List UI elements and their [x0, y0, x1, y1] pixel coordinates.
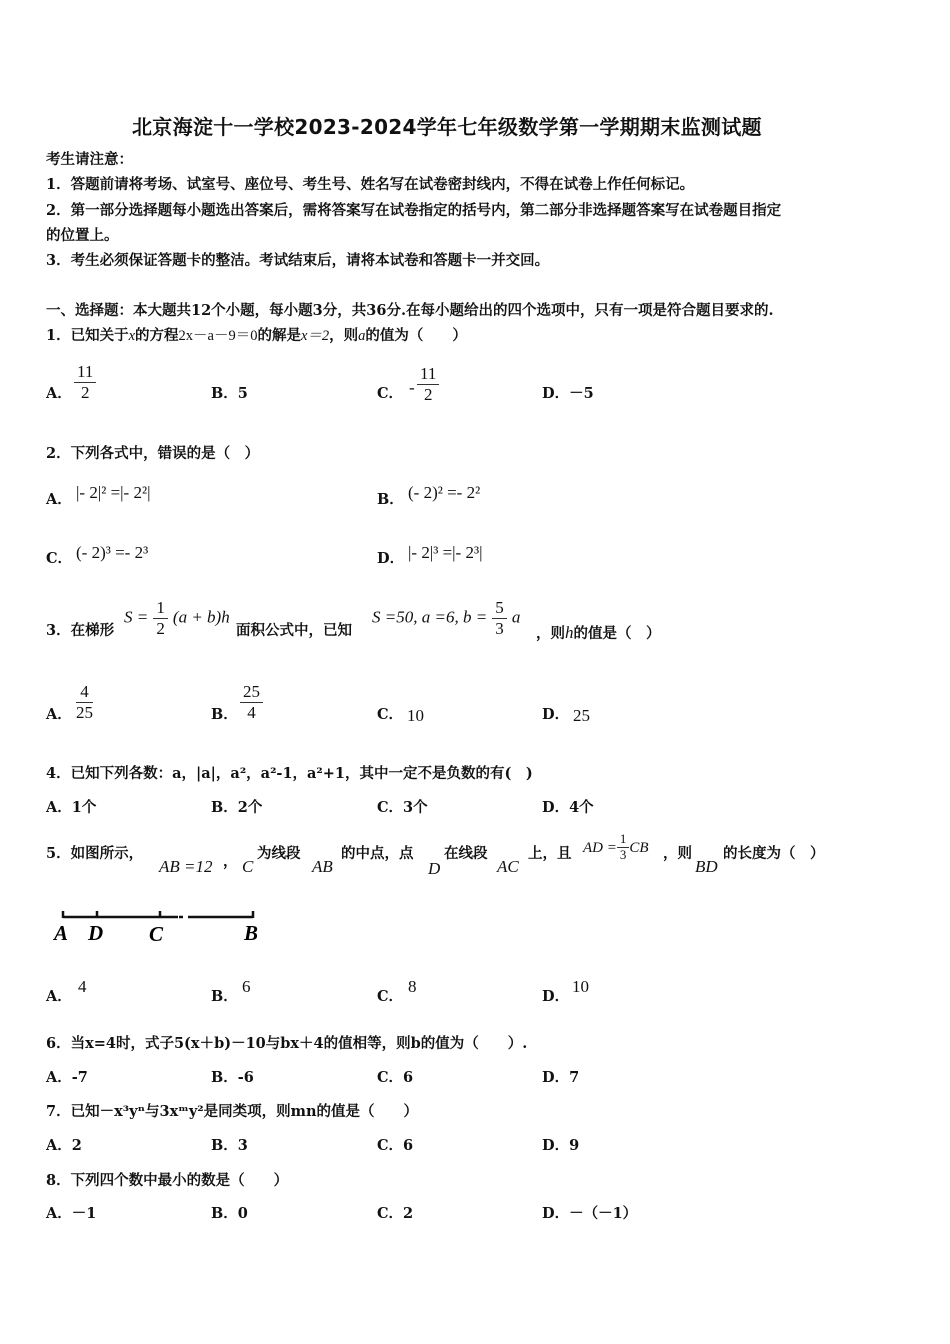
q5-stem-3: 的中点，点 — [341, 845, 414, 862]
q8-option-b[interactable]: B．0 — [211, 1205, 248, 1222]
q5-d-value: 10 — [572, 977, 589, 996]
q8-option-c[interactable]: C．2 — [377, 1205, 414, 1222]
q5-stem-6: ，则 — [663, 845, 692, 862]
q2-d-expr: |- 2|³ =|- 2³| — [408, 543, 483, 562]
q3-option-d[interactable]: D． — [542, 706, 570, 723]
q3-b-fraction: $\frac{25}{4}$ — [240, 682, 263, 722]
q5-segment-figure — [50, 905, 270, 945]
q2-stem: 2．下列各式中，错误的是（ ） — [46, 445, 260, 462]
q4-option-a[interactable]: A．1个 — [46, 799, 97, 816]
q3-a-fraction: $\frac{4}{25}$ — [76, 682, 93, 722]
q1-a-fraction: $\frac{11}{2}$ — [74, 362, 96, 402]
q1-option-a[interactable]: A． — [46, 385, 72, 402]
q3-formula: S = $\frac{1}{2}$ (a + b)h — [124, 598, 230, 638]
q5-ab-length: AB =12 — [159, 857, 213, 876]
q3-option-c[interactable]: C． — [377, 706, 404, 723]
q7-option-d[interactable]: D．9 — [542, 1137, 580, 1154]
q5-stem-7: 的长度为（ ） — [723, 845, 825, 862]
q5-option-a[interactable]: A． — [46, 988, 72, 1005]
q6-option-a[interactable]: A．-7 — [46, 1069, 88, 1086]
q5-ratio-fraction: $\frac{1}{3}$ — [617, 832, 630, 863]
q6-option-b[interactable]: B．-6 — [211, 1069, 254, 1086]
q8-stem: 8．下列四个数中最小的数是（ ） — [46, 1172, 289, 1189]
q3-stem-mid: 面积公式中，已知 — [236, 622, 352, 639]
q5-stem-1: 5．如图所示， — [46, 845, 144, 862]
point-d-label: D — [88, 921, 104, 945]
q3-stem-end: ，则h的值是（ ） — [536, 623, 661, 642]
q1-c-fraction: $\frac{11}{2}$ — [417, 364, 439, 404]
q5-a-value: 4 — [78, 977, 87, 996]
section-heading: 一、选择题：本大题共12个小题，每小题3分，共36分.在每小题给出的四个选项中，只有一项是符合题目要求的. — [46, 302, 774, 319]
q3-d-value: 25 — [573, 706, 590, 725]
q2-a-expr: |- 2|² =|- 2²| — [76, 483, 151, 502]
q7-option-b[interactable]: B．3 — [211, 1137, 248, 1154]
q3-c-value: 10 — [407, 706, 424, 725]
q6-option-d[interactable]: D．7 — [542, 1069, 580, 1086]
q3-option-a[interactable]: A． — [46, 706, 72, 723]
point-a-label: A — [54, 921, 69, 945]
q2-option-a[interactable]: A． — [46, 491, 72, 508]
q4-option-c[interactable]: C．3个 — [377, 799, 428, 816]
notice-item-3: 3．考生必须保证答题卡的整洁。考试结束后，请将本试卷和答题卡一并交回。 — [46, 252, 550, 269]
q1-option-c[interactable]: C． — [377, 385, 404, 402]
q2-option-c[interactable]: C． — [46, 550, 73, 567]
q2-b-expr: (- 2)² =- 2² — [408, 483, 481, 502]
q2-option-b[interactable]: B． — [377, 491, 404, 508]
q1-option-d[interactable]: D．－5 — [542, 385, 594, 402]
q5-ratio: AD = $\frac{1}{3}$ CB — [583, 831, 649, 862]
q4-stem: 4．已知下列各数：a，|a|，a²，a²-1，a²+1，其中一定不是负数的有( ) — [46, 765, 533, 782]
q2-c-expr: (- 2)³ =- 2³ — [76, 543, 149, 562]
q3-formula-fraction: $\frac{1}{2}$ — [153, 598, 168, 638]
q5-ac-segment: AC — [497, 857, 519, 876]
q8-option-d[interactable]: D．－（－1） — [542, 1205, 638, 1222]
q7-stem: 7．已知－x³yⁿ与3xᵐy²是同类项，则mn的值是（ ） — [46, 1103, 418, 1120]
q4-option-d[interactable]: D．4个 — [542, 799, 594, 816]
q5-b-value: 6 — [242, 977, 251, 996]
notice-item-2-cont: 的位置上。 — [46, 227, 119, 244]
notice-heading: 考生请注意： — [46, 151, 133, 168]
q3-given-fraction: $\frac{5}{3}$ — [492, 598, 507, 638]
q6-option-c[interactable]: C．6 — [377, 1069, 414, 1086]
q4-option-b[interactable]: B．2个 — [211, 799, 263, 816]
q5-stem-4: 在线段 — [444, 845, 488, 862]
q7-option-c[interactable]: C．6 — [377, 1137, 414, 1154]
q1-option-b[interactable]: B．5 — [211, 385, 248, 402]
q5-bd-segment: BD — [695, 857, 718, 876]
q5-d-label: D — [428, 859, 441, 878]
q3-stem-start: 3．在梯形 — [46, 622, 115, 639]
q5-sep: ， — [223, 853, 238, 870]
q5-option-c[interactable]: C． — [377, 988, 404, 1005]
q5-stem-2: 为线段 — [257, 845, 301, 862]
q3-given: S =50, a =6, b = $\frac{5}{3}$ a — [372, 598, 521, 638]
notice-item-1: 1．答题前请将考场、试室号、座位号、考生号、姓名写在试卷密封线内，不得在试卷上作任何标记。 — [46, 176, 695, 193]
point-b-label: B — [244, 921, 259, 945]
q3-option-b[interactable]: B． — [211, 706, 238, 723]
page-title: 北京海淀十一学校2023-2024学年七年级数学第一学期期末监测试题 — [132, 115, 762, 139]
notice-item-2: 2．第一部分选择题每小题选出答案后，需将答案写在试卷指定的括号内，第二部分非选择题答案写在试卷题目指定 — [46, 202, 782, 219]
q6-stem: 6．当x=4时，式子5(x＋b)－10与bx＋4的值相等，则b的值为（ ）. — [46, 1035, 528, 1052]
q5-option-b[interactable]: B． — [211, 988, 238, 1005]
q5-c-value: 8 — [408, 977, 417, 996]
point-c-label: C — [149, 922, 164, 945]
q1-stem: 1．已知关于x的方程2x－a－9＝0的解是x＝2，则a的值为（ ） — [46, 327, 467, 344]
q7-option-a[interactable]: A．2 — [46, 1137, 82, 1154]
q5-ab-segment: AB — [312, 857, 333, 876]
q1-c-sign: - — [409, 378, 415, 397]
q8-option-a[interactable]: A．－1 — [46, 1205, 97, 1222]
q5-option-d[interactable]: D． — [542, 988, 570, 1005]
q2-option-d[interactable]: D． — [377, 550, 405, 567]
q5-c-label: C — [242, 857, 254, 876]
q5-stem-5: 上，且 — [528, 845, 572, 862]
